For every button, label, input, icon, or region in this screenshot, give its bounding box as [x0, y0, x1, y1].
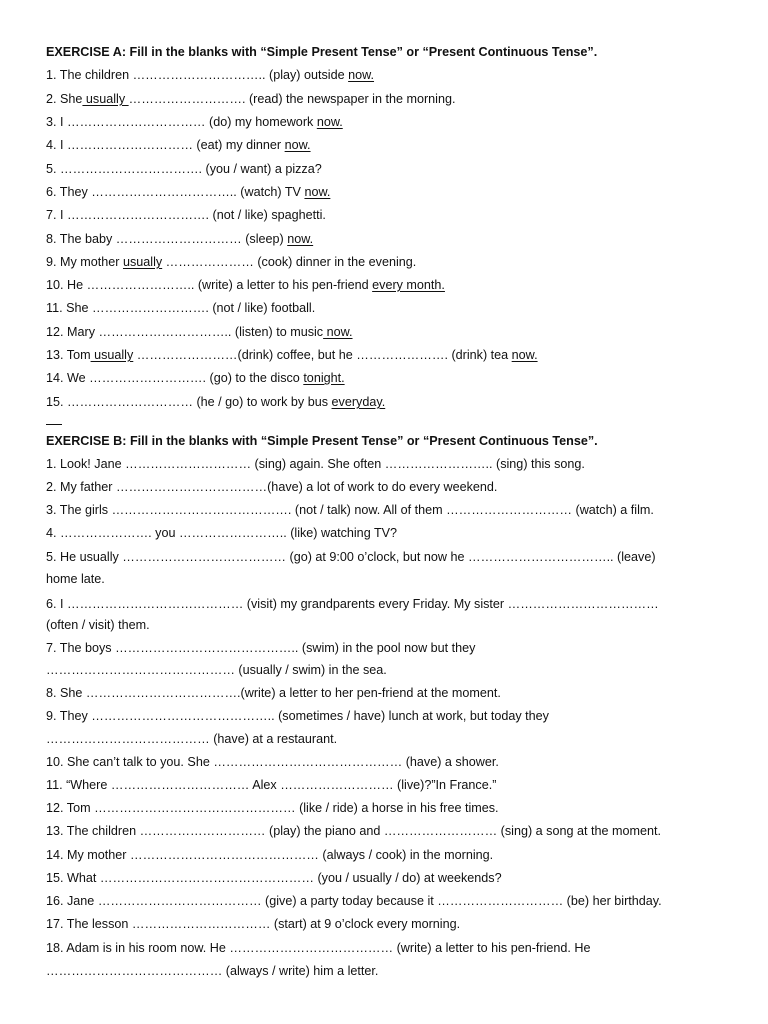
underlined-time-word: everyday. [331, 395, 386, 409]
sentence-text: 8. The baby ………………………… (sleep) [46, 232, 288, 246]
sentence-text: 15. What …………………………………………… (you / usually / do) at weekends? [46, 871, 502, 885]
sentence-text: 8. She ……………………………….(write) a letter to her pen-friend at the moment. [46, 686, 501, 700]
exercise-a-line-2 [46, 91, 726, 107]
underlined-time-word: tonight. [303, 371, 345, 385]
exercise-b-line-3 [46, 502, 726, 518]
sentence-text: 11. “Where …………………………… Alex ……………………… (live)?”In France.” [46, 778, 497, 792]
exercise-b-line-2 [46, 479, 726, 495]
sentence-text: 2. My father ………………………………(have) a lot of work to do every weekend. [46, 480, 498, 494]
exercise-a-line-1 [46, 67, 726, 83]
sentence-text: 4. I ………………………… (eat) my dinner [46, 138, 285, 152]
exercise-b-line-9 [46, 640, 726, 656]
exercise-b-line-7 [46, 596, 726, 612]
sentence-text: 7. I ……………………………. (not / like) spaghetti. [46, 208, 326, 222]
sentence-text: 16. Jane ………………………………… (give) a party today because it ………………………… (be) her birthday. [46, 894, 662, 908]
sentence-text: 5. ……………………………. (you / want) a pizza? [46, 162, 322, 176]
underlined-time-word: now. [287, 232, 314, 246]
sentence-text: 10. He …………………….. (write) a letter to his pen-friend [46, 278, 373, 292]
exercise-a-line-5 [46, 161, 726, 177]
exercise-b-line-11 [46, 685, 726, 701]
exercise-b-heading: EXERCISE B: Fill in the blanks with “Simple Present Tense” or “Present Continuous Tense”. [46, 434, 598, 448]
sentence-text: 3. The girls ……………………………………. (not / talk) now. All of them ………………………… (watch) a film. [46, 503, 654, 517]
exercise-a-line-10 [46, 277, 726, 293]
sentence-text: 6. They …………………………….. (watch) TV [46, 185, 305, 199]
sentence-text: ………………… (cook) dinner in the evening. [162, 255, 417, 269]
exercise-b-line-19 [46, 870, 726, 886]
exercise-b-line-18 [46, 847, 726, 863]
sentence-text: 13. The children ………………………… (play) the piano and ……………………… (sing) a song at the moment. [46, 824, 661, 838]
exercise-a-line-9 [46, 254, 726, 270]
exercise-b-line-12 [46, 708, 726, 724]
exercise-b-line-22 [46, 940, 726, 956]
exercise-b-line-5 [46, 549, 726, 565]
exercise-b-line-23 [46, 963, 726, 979]
exercise-a-line-12 [46, 324, 726, 340]
exercise-a-line-11 [46, 300, 726, 316]
sentence-text: 10. She can’t talk to you. She ……………………………………… (have) a shower. [46, 755, 499, 769]
underlined-time-word: now. [316, 115, 343, 129]
underlined-time-word: now. [323, 325, 353, 339]
underlined-time-word: usually [90, 348, 134, 362]
sentence-text: 18. Adam is in his room now. He ………………………………… (write) a letter to his pen-friend. He [46, 941, 591, 955]
sentence-text: 9. They …………………………………….. (sometimes / have) lunch at work, but today they [46, 709, 549, 723]
underlined-time-word: now. [284, 138, 311, 152]
section-divider [46, 424, 62, 425]
sentence-text: 12. Mary ………………………….. (listen) to music [46, 325, 324, 339]
exercise-b-line-16 [46, 800, 726, 816]
exercise-b-line-4 [46, 525, 726, 541]
exercise-b-line-1 [46, 456, 726, 472]
exercise-b-line-21 [46, 916, 726, 932]
exercise-a-line-6 [46, 184, 726, 200]
sentence-text: 6. I …………………………………… (visit) my grandparents every Friday. My sister ……………………………… [46, 597, 659, 611]
exercise-a-line-8 [46, 231, 726, 247]
sentence-text: 13. Tom [46, 348, 91, 362]
sentence-text: 12. Tom ………………………………………… (like / ride) a horse in his free times. [46, 801, 499, 815]
exercise-b-line-10 [46, 662, 726, 678]
sentence-text: 4. …………………. you …………………….. (like) watching TV? [46, 526, 398, 540]
sentence-text: 14. My mother ……………………………………… (always / cook) in the morning. [46, 848, 494, 862]
underlined-time-word: every month. [372, 278, 445, 292]
sentence-text: 17. The lesson …………………………… (start) at 9 o’clock every morning. [46, 917, 461, 931]
exercise-b-line-6 [46, 571, 726, 587]
sentence-text: (often / visit) them. [46, 618, 150, 632]
exercise-a-line-13 [46, 347, 726, 363]
exercise-b-line-8 [46, 617, 726, 633]
underlined-time-word: now. [511, 348, 538, 362]
exercise-a-line-14 [46, 370, 726, 386]
sentence-text: 3. I …………………………… (do) my homework [46, 115, 317, 129]
sentence-text: ……………………(drink) coffee, but he …………………. (drink) tea [133, 348, 512, 362]
exercise-b-line-15 [46, 777, 726, 793]
exercise-a-heading: EXERCISE A: Fill in the blanks with “Simple Present Tense” or “Present Continuous Tense”. [46, 45, 598, 59]
sentence-text: ………………………………… (have) at a restaurant. [46, 732, 338, 746]
sentence-text: …………………………………… (always / write) him a letter. [46, 964, 379, 978]
underlined-time-word: now. [304, 185, 331, 199]
exercise-b-line-17 [46, 823, 726, 839]
sentence-text: 1. Look! Jane ………………………… (sing) again. She often …………………….. (sing) this song. [46, 457, 585, 471]
underlined-time-word: now. [348, 68, 375, 82]
sentence-text: 14. We ………………………. (go) to the disco [46, 371, 304, 385]
sentence-text: ………………………. (read) the newspaper in the morning. [128, 92, 456, 106]
sentence-text: 2. She [46, 92, 83, 106]
underlined-time-word: usually [82, 92, 129, 106]
exercise-b-line-14 [46, 754, 726, 770]
exercise-a-line-3 [46, 114, 726, 130]
exercise-a-line-15 [46, 394, 726, 410]
exercise-b-line-20 [46, 893, 726, 909]
sentence-text: 11. She ………………………. (not / like) football. [46, 301, 316, 315]
exercise-b-line-13 [46, 731, 726, 747]
sentence-text: home late. [46, 572, 105, 586]
sentence-text: 7. The boys …………………………………….. (swim) in the pool now but they [46, 641, 476, 655]
underlined-time-word: usually [122, 255, 163, 269]
sentence-text: 9. My mother [46, 255, 123, 269]
sentence-text: 1. The children ………………………….. (play) outside [46, 68, 349, 82]
sentence-text: 5. He usually ………………………………… (go) at 9:00 o’clock, but now he …………………………….. (leave) [46, 550, 656, 564]
exercise-a-line-4 [46, 137, 726, 153]
sentence-text: ……………………………………… (usually / swim) in the sea. [46, 663, 387, 677]
exercise-a-line-7 [46, 207, 726, 223]
sentence-text: 15. ………………………… (he / go) to work by bus [46, 395, 332, 409]
